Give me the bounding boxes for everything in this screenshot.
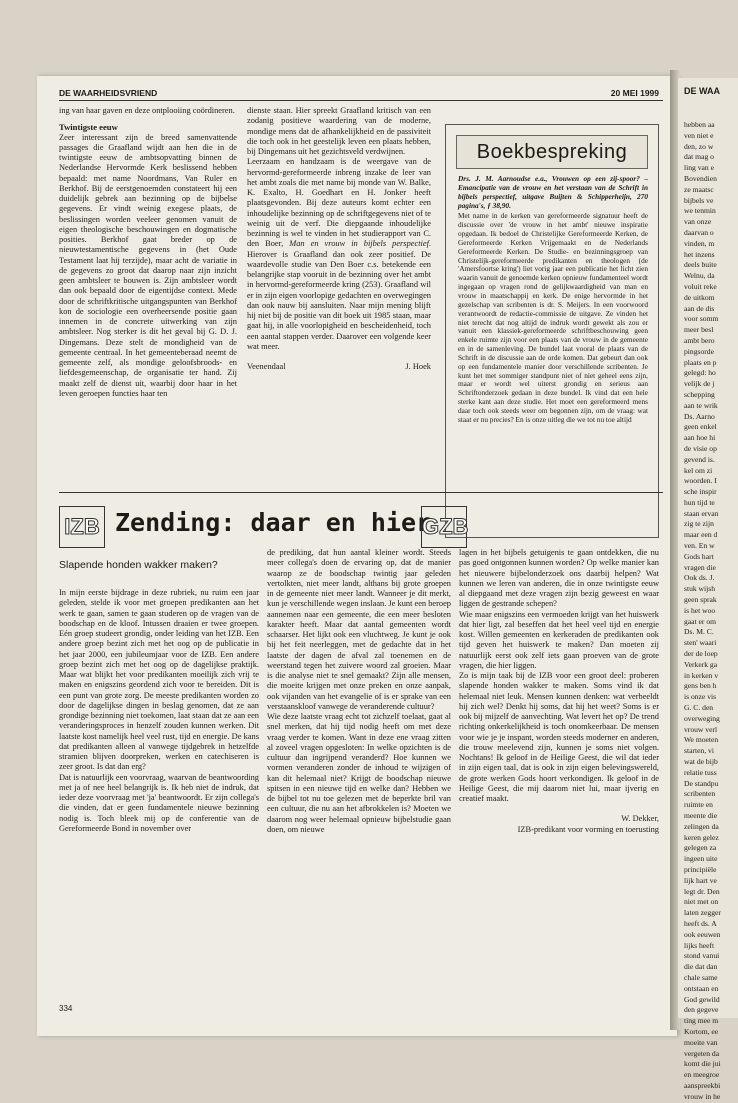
facing-page-line: Welnu, da (684, 271, 715, 281)
facing-page-line: aan te wrik (684, 400, 718, 410)
facing-page-line: plaats en p (684, 357, 717, 367)
facing-page-line: vrouw in he (684, 1091, 721, 1101)
column-1-body: Zeer interessant zijn de breed samenvattende passages die Graafland wijdt aan hen die in de twintigste eeuw de ambtsopvatting binnen de Nederlandse Hervormde Kerk beslissend hebben bepaald: met name Noordmans, Van Ruler en Berkhof. Bij de eerstgenoemden constateert hij een duidelijk gebrek aan bezinning op de bijbelse gegevens. Er vindt weinig exegese plaats, de beslissingen worden veeleer genomen vanuit de eigen theologische beschouwingen en dogmatische posities. Berkhof gaat breder op de nieuwtestamentische gegevens in (het Oude Testament laat hij terzijde), maar acht de variatie in de gegevens zo groot dat daarop naar zijn inzicht geen ambtsleer te bouwen is. Zijn ambtsleer wordt dan ook bepaald door de eigentijdse context. Mede door de schriftkritische uitgangspunten van Berkhof kon de sociologie een overheersende positie gaan innemen in de concrete uitwerking van zijn ambtsleer. Nog sterker is dit het geval bij G. D. J. Dingemans. Deze stelt de mondigheid van de gemeente centraal. In het gemeenteberaad neemt de gemeente zelf, als mondige geloofsbroods- en liefdesgemeenschap, de organisatie ter hand. Zij maakt zelf de dienst uit, waarbij door haar in het leven geroepen functies haar ten (59, 132, 237, 398)
book-review-title: Boekbespreking (456, 135, 648, 169)
facing-page-line: aanspreekbi (684, 1080, 721, 1090)
facing-page-line: die dat dan (684, 962, 718, 972)
facing-page-line: velijk de j (684, 379, 715, 389)
zending-column-2-body: de prediking, dat hun aantal kleiner wordt. Steeds meer collega's doen de ervaring op, dat de manier waarop ze de boodschap twintig jaar geleden vertolkten, niet meer landt, althans bij grote groepen in de gemeente niet meer landt. Wanneer je dit merkt, kun je verschillende wegen inslaan. Je kunt een beroep aannemen naar een gemeente, die een meer besloten karakter heeft. Maar dat aantal gemeenten wordt schaarser. Het lijkt ook een vluchtweg. Je kunt je ook bij het feit neerleggen, met de gedachte dat in het laatste der dagen de afval zal toenemen en de weerstand tegen het zuivere woord zal groeien. Maar is die analyse niet te snel gemaakt? Zijn alle mensen, die moeite krijgen met onze preken en onze aanpak, ook vijanden van het evangelie of is er sprake van een verstaanskloof vanwege de veranderende cultuur? (267, 548, 451, 711)
facing-page-line: legt dr. Den (684, 886, 720, 896)
facing-page-line: Ds. Aarno (684, 411, 715, 421)
column-1-intro: ing van haar gaven en deze ontplooiing coördineren. (59, 106, 235, 115)
zending-column-3-body-2: Wie maar enigszins een vermoeden krijgt van het huiswerk dat hier ligt, zal beseffen dat het heel veel tijd en energie kost. Willen gemeenten en kerkeraden de predikanten ook tijd geven het huiswerk te maken? Dan moeten zij natuurlijk eerst ook zelf iets gaan proeven van de grote vragen, die hier liggen. (459, 609, 659, 670)
facing-page-line: schepping (684, 389, 715, 399)
facing-page-line: van onze (684, 217, 712, 227)
article-subheading: Slapende honden wakker maken? (59, 559, 218, 571)
facing-page-line: wat de bijb (684, 757, 718, 767)
facing-page-line: meente die (684, 811, 718, 820)
facing-page-line: is onze vis (684, 692, 717, 702)
facing-page-line: sche inspir (684, 487, 717, 497)
facing-page-line: gelegen za (684, 843, 717, 853)
facing-page-line: bijbels ve (684, 195, 714, 205)
facing-page-line: Ds. M. C. (684, 627, 714, 637)
zending-column-3 (459, 548, 659, 835)
cited-book-title: Man en vrouw in bijbels perspectief (289, 239, 429, 249)
facing-page-line: aan hoe hi (684, 433, 716, 443)
facing-page-line: stuk wijsh (684, 584, 716, 594)
facing-page-line: Bovendien (684, 173, 717, 183)
facing-page-line: en meegroe (684, 1070, 720, 1080)
gzb-logo: GZB (421, 506, 467, 548)
facing-page-line: lijks heeft (684, 940, 715, 950)
facing-page-line: niet met on (684, 897, 719, 907)
facing-page-line: komt die jui (684, 1059, 721, 1069)
facing-page-line: voluit reke (684, 281, 717, 291)
facing-page-line: hun tijd te (684, 497, 715, 507)
facing-page-line: vrouw verl (684, 724, 718, 734)
facing-page-line: gelegd: ho (684, 368, 716, 378)
facing-page-line: dat mag o (684, 152, 714, 162)
signature-place: Veenendaal (247, 362, 286, 371)
facing-page-line: ze maatsc (684, 184, 714, 194)
facing-page-line: ven niet e (684, 130, 714, 140)
zending-author: W. Dekker, (621, 814, 659, 824)
facing-page-line: gaat er om (684, 616, 717, 626)
section-rule (59, 492, 663, 493)
facing-page-line: moeite van (684, 1037, 718, 1047)
article-signature (247, 362, 431, 372)
zending-column-2 (267, 548, 451, 835)
facing-page-line: ven. En w (684, 541, 715, 551)
column-2-body: dienste staan. Hier spreekt Graafland kritisch van een zodanig positieve waardering van de moderne, mondige mens dat de afhankelijkheid en de passiviteit die toch ook in het geestelijk leven een plaats hebben, bij Dingemans uit het gezichtsveld verdwijnen. (247, 106, 431, 156)
facing-page-line: De standpu (684, 778, 719, 788)
header-rule (59, 100, 663, 101)
facing-page-line: sten' waari (684, 638, 717, 648)
zending-column-3-body: lagen in het bijbels getuigenis te gaan ontdekken, die nu pas goed ontgonnen kunnen worden? Op welke manier kan het nieuwere bijbelonderzoek ons daarbij helpen? Wat kunnen we leren van anderen, die in onze twintigste eeuw al diepgaand met deze vragen zijn bezig geweest en waar liggen de gestrande schepen? (459, 548, 659, 609)
newspaper-page (37, 76, 677, 1036)
book-citation: Drs. J. M. Aarnoudse e.a., Vrouwen op een zij-spoor? – Emancipatie van de vrouw en het verstaan van de Schrift in bijbels perspectief, uitgave Buijten & Schipperheijn, 270 pagina's, ƒ 38,90. (458, 174, 648, 210)
facing-page-line: den gegeve (684, 1005, 719, 1015)
facing-page-line: geen enkel (684, 422, 717, 432)
facing-page-line: principiële (684, 864, 717, 874)
facing-page-line: den, zo w (684, 141, 714, 151)
izb-logo: IZB (59, 506, 105, 548)
facing-page-line: maar een d (684, 530, 718, 540)
facing-page-line: kel om zi (684, 465, 713, 475)
facing-page-line: stond vanui (684, 951, 720, 961)
zending-column-2-body-2: Wie deze laatste vraag echt tot zichzelf toelaat, gaat al snel merken, dat hij tijd nodig heeft om met deze vraag verder te komen. Want in deze ene vraag zitten al zoveel vragen opgesloten: In welke opzichten is de cultuur dan ingrijpend veranderd? Hoe kunnen we vormen veranderen zonder de inhoud te wijzigen of kan dit helemaal niet? Krijgt de boodschap nieuwe spitsen in een nieuwe tijd en welke dan? Hebben we de bijbel tot nu toe gelezen met de beperkte bril van een cultuur, die nu aan het afbrokkelen is? Moeten we daarom nog weer helemaal opnieuw bijbelstudie gaan doen, om nieuwe (267, 712, 451, 834)
facing-page-line: we tenmin (684, 206, 716, 216)
facing-page-line: voor somm (684, 314, 719, 324)
facing-page-line: We moeten (684, 735, 719, 745)
publication-date: 20 MEI 1999 (610, 88, 659, 98)
facing-page-line: deels buite (684, 260, 717, 270)
facing-page-line: vergeten da (684, 1048, 720, 1058)
facing-page-line: ruimte en (684, 800, 713, 810)
facing-page-line: ting mee m (684, 1016, 719, 1026)
facing-page-line: vragen die (684, 562, 716, 572)
facing-page-line: is het woo (684, 605, 716, 615)
column-2-body-2 (247, 157, 431, 352)
facing-page-line: Gods hart (684, 551, 714, 561)
facing-page-line: ambt bero (684, 335, 715, 345)
facing-page-line: aan de dis (684, 303, 715, 313)
zending-column-1 (59, 588, 259, 834)
article-column-2 (247, 106, 431, 372)
facing-page-line: Kortom, ee (684, 1026, 719, 1036)
facing-page-line: lijk hart ve (684, 875, 717, 885)
facing-page-line: Verkerk ga (684, 659, 718, 669)
facing-page-line: in kerken v (684, 670, 719, 680)
facing-page-line: het inzens (684, 249, 715, 259)
facing-page-line: vinden, m (684, 238, 715, 248)
facing-page-line: woorden. I (684, 476, 717, 486)
section-heading-twintigste-eeuw: Twintigste eeuw (59, 122, 118, 133)
facing-page-line: G. C. den (684, 703, 714, 713)
facing-page-line: de uitkom (684, 292, 715, 302)
facing-page-line: daarvan o (684, 227, 714, 237)
facing-page-header: DE WAA (684, 86, 720, 96)
zending-column-1-body-2: Dat is natuurlijk een voorvraag, waarvan de beantwoording met ja of nee heel belangrijk is. Ik heb niet de indruk, dat ieder deze voorvraag met 'ja' beantwoordt. Er zijn collega's die vinden, dat er geen fundamentele nieuwe bezinning nodig is. Toch bleek mij op de conferentie van de Gereformeerde Bond in november over (59, 772, 259, 833)
facing-page-line: gens ben h (684, 681, 717, 691)
zending-column-1-body: In mijn eerste bijdrage in deze rubriek, nu ruim een jaar geleden, stelde ik voor met groepen predikanten aan het werk te gaan, samen te gaan studeren op de vragen van de boodschap en de kloof. Intussen draaien er twee groepen. Eén groep studeert grondig, onder leiding van het IZB. Een andere groep bezint zich met het oog op de publicatie in het jaar 2000, een jubileumjaar voor de IZB. Een andere groep bezint zich met het oog op de dagelijkse praktijk. Maar wat blijkt het voor predikanten moeilijk zich vrij te maken en enigszins geordend zich voor te bereiden. Dit is een punt van grote zorg. De meeste predikanten worden zo door de dagelijkse dingen in beslag genomen, dat ze aan grondige bezinning niet toekomen, laat staan dat ze aan een veranderingsproces in henzelf zouden kunnen werken. Dit laatste kost namelijk heel veel rust, tijd en energie. De kans dat predikanten alleen al vanwege tijdgebrek in hetzelfde stramien blijven doorpreken, werken en catechiseren is zeer groot. Is dat dan erg? (59, 588, 259, 772)
page-header (59, 88, 659, 100)
facing-page-line: der de loep (684, 649, 718, 659)
facing-page-line: geen sprak (684, 595, 717, 605)
facing-page-line: overweging (684, 713, 720, 723)
facing-page-line: Ook ds. J. (684, 573, 715, 583)
facing-page-line: laten zegger (684, 908, 721, 918)
zending-column-3-body-3: Zo is mijn taak bij de IZB voor een groot deel: proberen slapende honden wakker te maken. Soms vind ik dat helemaal niet leuk. Mensen kunnen denken: wat verbeeldt hij zich wel? Denkt hij soms, dat hij het weet? Soms is er ook bij mijzelf de aanvechting. Wat levert het op? De trend richting onkerkelijkheid is toch onomkeerbaar. De mensen voor wie je je inspant, worden steeds moderner en anderen, die trouw meelevend zijn, kunnen je soms niet volgen. Nochtans! Ik geloof in de Heilige Geest, die wil dat ieder in zijn eigen taal, dat is ook in zijn eigen belevingswereld, de grote werken Gods hoort verkondigen. Ik geloof in de Heilige Geest, die mij daarom niet lui, maar ijverig en creatief maakt. (459, 671, 659, 803)
facing-page-line: pingsorde (684, 346, 714, 356)
facing-page-line: chale same (684, 972, 718, 982)
facing-page-line: gevend is. (684, 454, 715, 464)
facing-page-line: starten, vi (684, 746, 714, 756)
facing-page-line: keren gelez (684, 832, 719, 842)
facing-page-line: ingeen uite (684, 854, 718, 864)
facing-page-line: ook eeuwen (684, 929, 721, 939)
zending-section-title: Zending: daar en hier (115, 508, 432, 537)
facing-page-line: zelingen da (684, 821, 719, 831)
page-number: 334 (59, 1004, 73, 1013)
book-review-text: Met name in de kerken van gereformeerde signatuur heeft de discussie over 'de vrouw in het ambt' nieuwe inspiratie opgedaan. Ik bedoel de Christelijke Gereformeerde Kerken, de Gereformeerde Kerken Vrijgemaakt en de Nederlands Gereformeerde Kerken. De Studie- en bezinningsgroep van Christelijk-gereformeerde predikanten en theologen (de 'Amersfoortse kring') liet vorig jaar een publicatie het licht zien waarin vanuit de genoemde kerken opnieuw fundamenteel wordt ingegaan op vragen rond de gelijkwaardigheid van man en vrouw in maatschappij en kerk. De enige hervormde in het gezelschap van scribenten is dr. S. Meijers. In een voorwoord verantwoordt de redactie-commissie de uitgave. Ze vinden het niet terecht dat nog altijd de indruk wordt gewekt als zou er vanuit een klassiek-gereformeerde schriftbeschouwing geen enkele ruimte zijn voor een plaats van de vrouw in de gemeente en in de samenleving. De bundel laat vooral de plaats van de Schrift in de discussie aan de orde komen. Dat gebeurt dan ook op een fundamentele manier door verschillende scribenten. Je kunt het met sommiger standpunt niet of niet geheel eens zijn, maar er wordt wel uiterst grondig en serieus aan Schriftonderzoek gedaan in deze bundel. Ik vind dat een hele sterke kant aan deze studie. Het moet een gereformeerd mens daar toch ook steeds weer om begonnen zijn, om de vraag: wat staat er nu precies? En is onze uitleg die we tot nu toe altijd (458, 211, 648, 424)
signature-author: J. Hoek (405, 362, 431, 371)
facing-page-line: scribenten (684, 789, 716, 799)
facing-page-line: God gewild (684, 994, 720, 1004)
book-review-body (458, 175, 648, 425)
facing-page-line: ontstaan en (684, 983, 719, 993)
zending-section-header (59, 506, 479, 546)
facing-page-line: hebben aa (684, 120, 715, 129)
facing-page-edge (678, 78, 738, 1101)
column-2-text-b: . Hierover is Graafland dan ook zeer positief. De waardevolle studie van Den Boer c.s. betekende een belangrijke stap vooruit in de bezinning over het ambt in hervormd-gereformeerde kring (253). Graafland wil er in zijn eigen voorlopige gedachten en overwegingen dan ook nauw bij aansluiten. Naar mijn mening blijft hij niet bij de positie van dit boek uit 1985 staan, maar gaat hij, in alle voorlopigheid en bescheidenheid, toch een aantal stappen verder. Daarover een volgende keer wat meer. (247, 239, 431, 351)
facing-page-line: relatie tuss (684, 767, 717, 777)
facing-page-text (684, 120, 738, 1103)
publication-name: DE WAARHEIDSVRIEND (59, 88, 158, 98)
facing-page-line: staan ervan (684, 508, 719, 518)
facing-page-line: de visie op (684, 443, 717, 453)
facing-page-line: heeft ds. A (684, 918, 717, 928)
book-review-box (445, 124, 659, 538)
article-column-1 (59, 106, 237, 399)
column-2-text-a: Leerzaam en handzaam is de weergave van de hervormd-gereformeerde inbreng inzake de leer van het ambt zoals die met name bij monde van W. Balke, K. Exalto, H. Goedhart en H. Jonker heeft plaatsgevonden. Bij deze auteurs komt echter een inhoudelijke bezinning op de schriftgegevens niet of te weinig uit de verf. Die diepgaande inhoudelijke bezinning is wel te vinden in het studierapport van C. den Boer, (247, 157, 431, 249)
facing-page-line: meer besl (684, 325, 714, 335)
facing-page-line: zig te zijn (684, 519, 714, 529)
zending-author-role: IZB-predikant voor vorming en toerusting (517, 824, 659, 834)
facing-page-line: ling van e (684, 163, 714, 173)
